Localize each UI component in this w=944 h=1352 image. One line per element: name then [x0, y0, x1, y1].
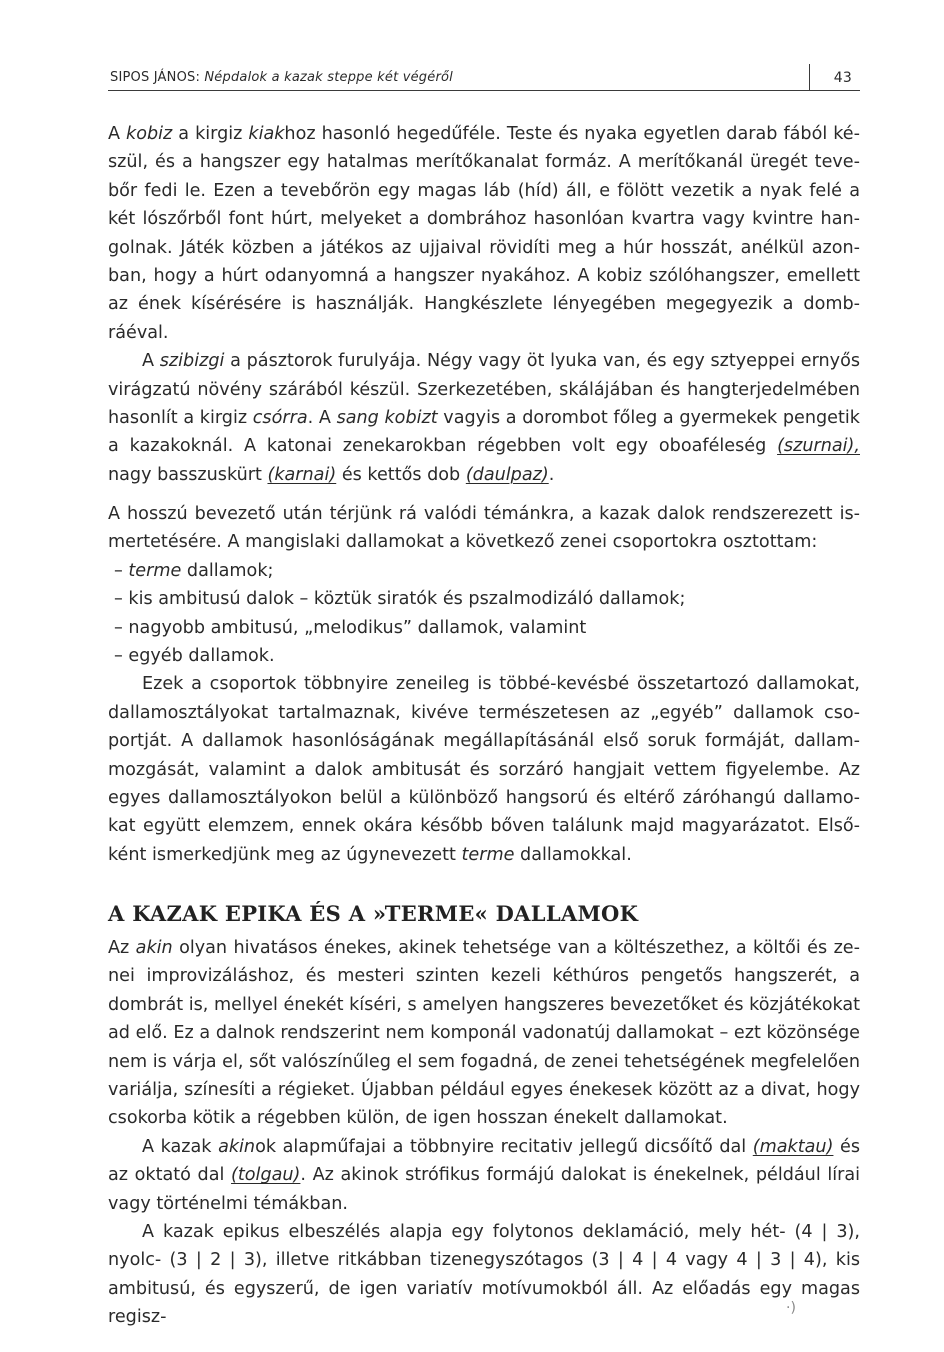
term-karnai: (karnai) — [267, 464, 337, 485]
list-item: – nagyobb ambitusú, „melodikus” dallamok, valamint — [114, 617, 587, 638]
stray-mark: ·) — [786, 1300, 796, 1316]
header-author: SIPOS JÁNOS: Népdalok a kazak steppe két végéről — [110, 70, 453, 85]
header-divider — [809, 64, 810, 90]
paragraph-epic: A kazak epikus elbeszélés alapja egy folytonos deklamáció, mely hét- (4 | 3), nyolc- (3 | 2 | 3), illetve ritkábban tizenegyszótagos (3 | 4 | 4 vagy 4 | 3 | 4), kis ambitusú, és egyszerű, de igen variatív motívumokból áll. Az előadás egy magas regisz- — [108, 1222, 860, 1328]
term-szurnai: (szurnai), — [777, 436, 860, 457]
paragraph-genres: A kazak akinok alapműfajai a többnyire recitativ jellegű dicsőítő dal (maktau) és az oktató dal (tolgau). Az akinok strófikus formájú dalokat is énekelnek, például lírai vagy történelmi témákban. — [108, 1136, 861, 1214]
term-kiak: kiak — [248, 124, 285, 144]
term-kobiz: kobiz — [126, 124, 173, 144]
section-heading: A KAZAK EPIKA ÉS A »TERME« DALLAMOK — [108, 901, 639, 926]
term-csorra: csórra — [252, 408, 308, 429]
page-number: 43 — [833, 70, 852, 86]
group-list — [108, 557, 860, 671]
term-daulpaz: (daulpaz) — [465, 464, 549, 485]
paragraph-intro: A hosszú bevezető után térjünk rá valódi témánkra, a kazak dalok rendszerezett ismertetésére. A mangislaki dallamokat a következő zenei csoportokra osztottam: — [108, 504, 860, 553]
term-szibizgi: szibizgi — [159, 351, 225, 372]
paragraph-groups: Ezek a csoportok többnyire zeneileg is többé-kevésbé összetartozó dallamokat, dallamosztályokat tartalmaznak, kivéve természetesen az „egyéb” dallamok csoportját. A dallamok hasonlóságának megállapításánál első soruk formáját, dallammozgását, valamint a dalok ambitusát és sorzáró hangjait vettem figyelembe. Az egyes dallamosztályokon belül a különböző hangsorú és eltérő záróhangú dallamokat együtt elemzem, ennek okára később bőven találunk majd magyarázatot. Elsőként ismerkedjünk meg az úgynevezett terme dallamokkal. — [108, 674, 860, 865]
section-epika — [108, 934, 860, 1332]
paragraph-szibizgi: A szibizgi a pásztorok furulyája. Négy vagy öt lyuka van, és egy sztyeppei ernyős virágzatú növény szárából készül. Szerkezetében, skálájában és hangterjedelmében hasonlít a kirgiz csórra. A sang kobizt vagyis a dorombot főleg a gyermekek pengetik a kazakoknál. A katonai zenekarokban régebben volt egy oboaféleség (szurnai), nagy basszuskürt (karnai) és kettős dob (daulpaz). — [108, 351, 860, 485]
header-book-title: Népdalok a kazak steppe két végéről — [204, 70, 453, 85]
running-header — [108, 68, 860, 91]
list-item: – terme dallamok; — [114, 560, 274, 581]
paragraph-akin: Az akin olyan hivatásos énekes, akinek tehetsége van a költészethez, a költői és zenei improvizáláshoz, és mesteri szinten kezeli kéthúros pengetős hangszerét, a dombrát is, mellyel énekét kíséri, s amelyen hangszeres bevezetőket és közjátékokat ad elő. Ez a dalnok rendszerint nem komponál vadonatúj dallamokat – ezt közönsége nem is várja el, sőt valószínűleg el sem fogadná, de zenei tehetségének megfelelően variálja, színesíti a régieket. Újabban például egyes énekesek között az a divat, hogy csokorba kötik a régebben külön, de igen hosszan énekelt dallamokat. — [108, 938, 861, 1129]
term-sang-kobiz: sang kobizt — [336, 408, 438, 429]
list-item: – egyéb dallamok. — [114, 646, 275, 667]
paragraph-kobiz: A kobiz a kirgiz kiakhoz hasonló hegedűféle. Teste és nyaka egyetlen darab fából készül, és a hangszer egy hatalmas merítőkanalat formáz. A merítőkanál üregét tevebőr fedi le. Ezen a tevebőrön egy magas láb (híd) áll, e fölött vezetik a nyak felé a két lószőrből font húrt, melyeket a dombrához hasonlóan kvartra vagy kvintre hangolnak. Játék közben a játékos az ujjaival rövidíti meg a húr hosszát, anélkül azonban, hogy a húrt odanyomná a hangszer nyakához. A kobiz szólóhangszer, emellett az ének kísérésére is használják. Hangkészlete lényegében megegyezik a dombráéval. A szibizgi a pásztorok furulyája. Négy vagy öt lyuka van, és egy sztyeppei ernyős virágzatú növény szárából készül. Szerkezetében, skálájában és hangterjedelmében hasonlít a kirgiz csórra. A sang kobizt vagyis a dorombot főleg a gyermekek pengetik a kazakoknál. A katonai zenekarokban régebben volt egy oboaféleség (szurnai), nagy basszuskürt (karnai) és kettős dob (daulpaz). — [108, 120, 860, 489]
section-intro — [108, 500, 860, 869]
list-item: – kis ambitusú dalok – köztük siratók és pszalmodizáló dallamok; — [114, 589, 686, 610]
